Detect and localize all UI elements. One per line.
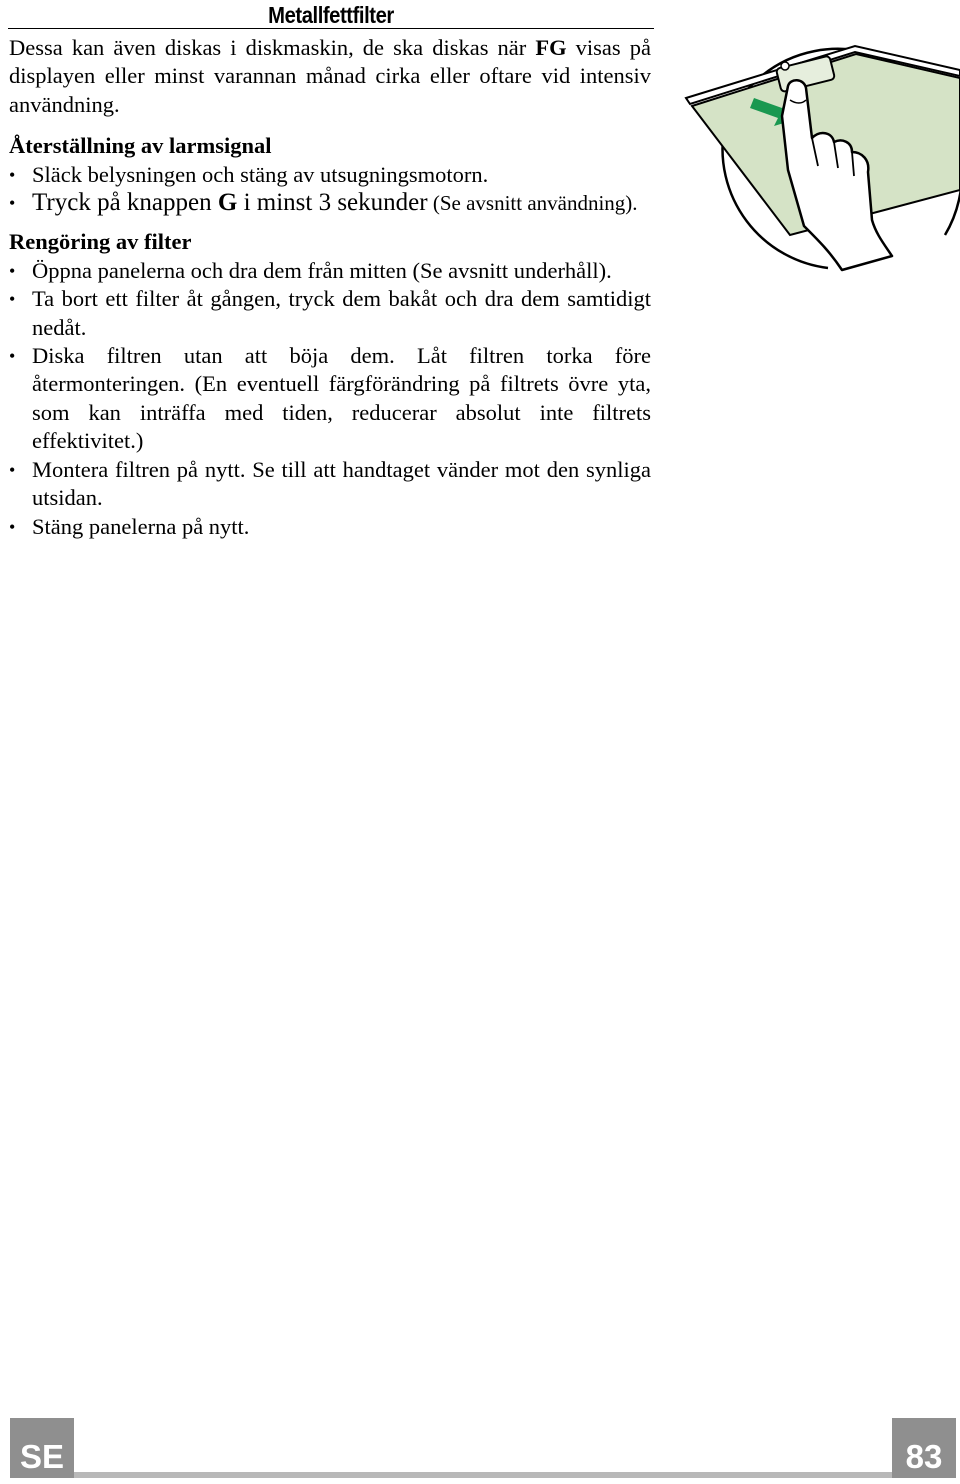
fg-code: FG — [535, 35, 567, 60]
key-g: G — [217, 189, 238, 217]
filter-cleaning-heading: Rengöring av filter — [9, 229, 192, 255]
list-item: • Tryck på knappen G i minst 3 sekunder (Se avsnitt användning). — [9, 189, 651, 217]
filter-cleaning-list — [9, 257, 651, 541]
title-rule — [8, 28, 654, 29]
content-column — [9, 34, 651, 541]
handle-button — [781, 62, 789, 70]
footer-bar — [74, 1472, 892, 1478]
alarm-reset-list — [9, 161, 651, 218]
list-item: • Diska filtren utan att böja dem. Låt filtren torka före återmonteringen. (En eventuell färgförändring på filtrets övre yta, som kan inträffa med tiden, reducerar absolut inte filtrets effektivitet.) — [9, 342, 651, 456]
filter-handle-illustration — [670, 20, 960, 280]
list-item: • Stäng panelerna på nytt. — [9, 513, 651, 541]
list-item: • Släck belysningen och stäng av utsugningsmotorn. — [9, 161, 651, 189]
list-item: • Ta bort ett filter åt gången, tryck dem bakåt och dra dem samtidigt nedåt. — [9, 285, 651, 342]
intro-paragraph: Dessa kan även diskas i diskmaskin, de ska diskas när FG visas på displayen eller minst varannan månad cirka eller oftare vid intensiv användning. — [9, 35, 651, 117]
section-title: Metallfettfilter — [268, 2, 394, 28]
alarm-reset-heading: Återställning av larmsignal — [9, 133, 272, 159]
list-item: • Montera filtren på nytt. Se till att handtaget vänder mot den synliga utsidan. — [9, 456, 651, 513]
language-tab: SE — [10, 1418, 74, 1478]
list-item: • Öppna panelerna och dra dem från mitten (Se avsnitt underhåll). — [9, 257, 651, 285]
page-number-tab: 83 — [892, 1418, 956, 1478]
